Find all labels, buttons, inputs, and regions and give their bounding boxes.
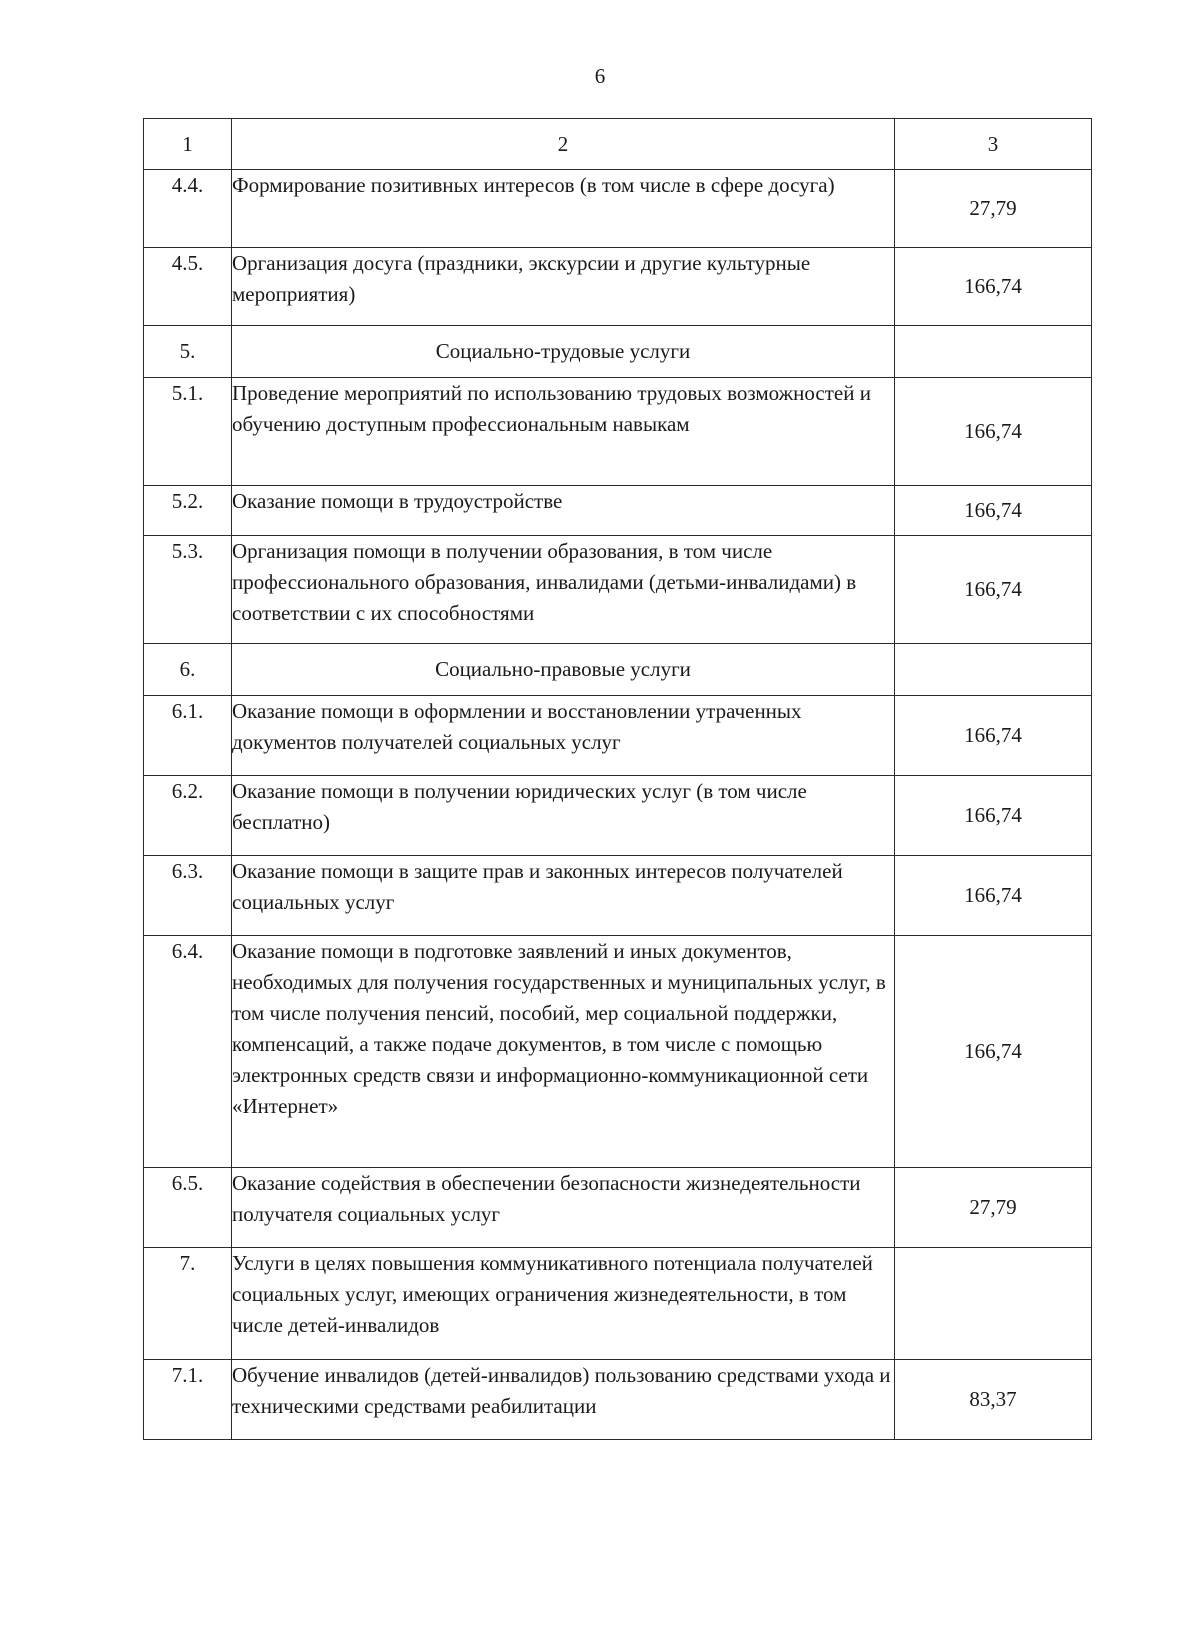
service-value: 166,74	[895, 536, 1092, 644]
row-number: 5.1.	[144, 378, 232, 486]
service-name: Обучение инвалидов (детей-инвалидов) пользованию средствами ухода и техническими средствами реабилитации	[232, 1360, 895, 1440]
service-name: Оказание помощи в защите прав и законных интересов получателей социальных услуг	[232, 856, 895, 936]
service-value	[895, 1248, 1092, 1360]
row-number: 4.5.	[144, 248, 232, 326]
service-name: Оказание помощи в получении юридических услуг (в том числе бесплатно)	[232, 776, 895, 856]
table-row	[144, 248, 1092, 326]
row-number: 7.	[144, 1248, 232, 1360]
section-number: 5.	[144, 326, 232, 378]
service-name: Проведение мероприятий по использованию трудовых возможностей и обучению доступным профессиональным навыкам	[232, 378, 895, 486]
service-value: 166,74	[895, 248, 1092, 326]
table-row	[144, 486, 1092, 536]
service-name: Организация досуга (праздники, экскурсии и другие культурные мероприятия)	[232, 248, 895, 326]
table-row	[144, 1248, 1092, 1360]
service-name: Услуги в целях повышения коммуникативного потенциала получателей социальных услуг, имеющих ограничения жизнедеятельности, в том числе детей-инвалидов	[232, 1248, 895, 1360]
service-value: 83,37	[895, 1360, 1092, 1440]
page-number: 6	[594, 64, 606, 88]
service-value: 166,74	[895, 696, 1092, 776]
row-number: 5.2.	[144, 486, 232, 536]
row-number: 7.1.	[144, 1360, 232, 1440]
service-name: Оказание помощи в оформлении и восстановлении утраченных документов получателей социальных услуг	[232, 696, 895, 776]
row-number: 6.5.	[144, 1168, 232, 1248]
table-header-row	[144, 119, 1092, 170]
row-number: 6.4.	[144, 936, 232, 1168]
service-value: 166,74	[895, 378, 1092, 486]
section-title: Социально-правовые услуги	[232, 644, 895, 696]
row-number: 4.4.	[144, 170, 232, 248]
table-row	[144, 536, 1092, 644]
service-value: 166,74	[895, 936, 1092, 1168]
table-row	[144, 856, 1092, 936]
service-value: 166,74	[895, 486, 1092, 536]
table-row	[144, 936, 1092, 1168]
section-value	[895, 644, 1092, 696]
service-value: 166,74	[895, 776, 1092, 856]
row-number: 6.1.	[144, 696, 232, 776]
service-value: 27,79	[895, 1168, 1092, 1248]
service-name: Оказание содействия в обеспечении безопасности жизнедеятельности получателя социальных услуг	[232, 1168, 895, 1248]
row-number: 6.2.	[144, 776, 232, 856]
table-row	[144, 1360, 1092, 1440]
section-number: 6.	[144, 644, 232, 696]
table-row	[144, 696, 1092, 776]
section-value	[895, 326, 1092, 378]
section-row	[144, 644, 1092, 696]
service-name: Формирование позитивных интересов (в том числе в сфере досуга)	[232, 170, 895, 248]
section-row	[144, 326, 1092, 378]
table-row	[144, 378, 1092, 486]
table-row	[144, 170, 1092, 248]
service-name: Организация помощи в получении образования, в том числе профессионального образования, инвалидами (детьми-инвалидами) в соответствии с их способностями	[232, 536, 895, 644]
table-row	[144, 1168, 1092, 1248]
service-value: 166,74	[895, 856, 1092, 936]
column-header-2: 2	[232, 119, 895, 170]
section-title: Социально-трудовые услуги	[232, 326, 895, 378]
table-row	[144, 776, 1092, 856]
column-header-3: 3	[895, 119, 1092, 170]
service-name: Оказание помощи в трудоустройстве	[232, 486, 895, 536]
service-name: Оказание помощи в подготовке заявлений и иных документов, необходимых для получения государственных и муниципальных услуг, в том числе получения пенсий, пособий, мер социальной поддержки, компенсаций, а также подаче документов, в том числе с помощью электронных средств связи и информационно-коммуникационной сети «Интернет»	[232, 936, 895, 1168]
row-number: 5.3.	[144, 536, 232, 644]
service-value: 27,79	[895, 170, 1092, 248]
column-header-1: 1	[144, 119, 232, 170]
row-number: 6.3.	[144, 856, 232, 936]
services-table	[143, 118, 1092, 1440]
